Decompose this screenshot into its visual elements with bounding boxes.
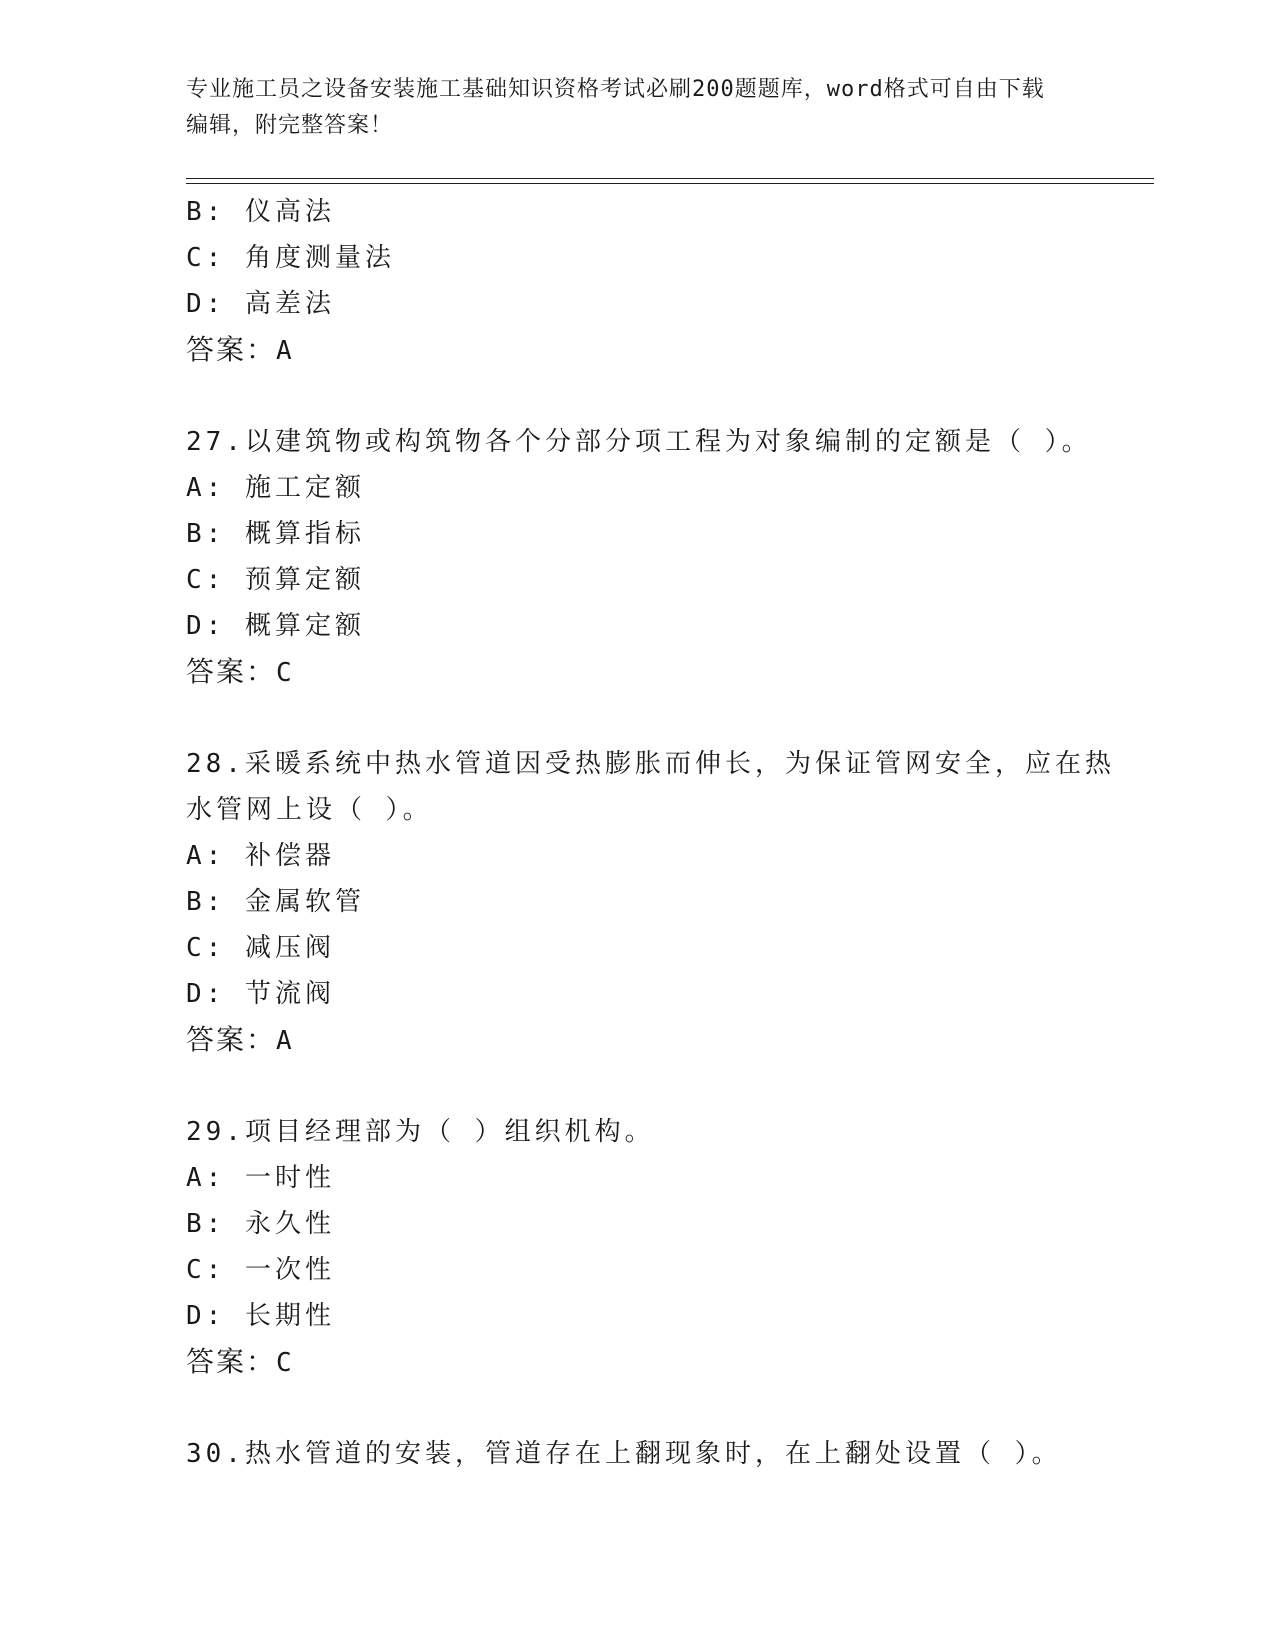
answer-line	[186, 1339, 1086, 1385]
option-label: A:	[186, 473, 226, 503]
question-stem: 29.项目经理部为（ ）组织机构。	[186, 1117, 655, 1147]
option-text: 高差法	[244, 289, 335, 319]
option-label: B:	[186, 1209, 226, 1239]
header-rule-top	[186, 178, 1154, 179]
option-label: C:	[186, 1255, 226, 1285]
answer-value: C	[276, 1348, 294, 1378]
option-text: 永久性	[244, 1209, 335, 1239]
option-item	[186, 1247, 1086, 1293]
header-rule-bottom	[186, 183, 1154, 184]
option-text: 金属软管	[244, 887, 365, 917]
option-item	[186, 1155, 1086, 1201]
answer-label: 答案：	[186, 333, 277, 366]
question-gap	[186, 695, 1086, 741]
option-text: 补偿器	[244, 841, 335, 871]
option-text: 概算定额	[244, 611, 365, 641]
option-text: 一时性	[244, 1163, 335, 1193]
answer-value: A	[276, 336, 294, 366]
option-text: 预算定额	[244, 565, 365, 595]
question-content	[186, 189, 1115, 1477]
document-header: 专业施工员之设备安装施工基础知识资格考试必刷200题题库，word格式可自由下载编辑，附完整答案！	[186, 77, 1045, 138]
answer-line	[186, 327, 1086, 373]
option-label: C:	[186, 565, 226, 595]
option-label: D:	[186, 1301, 226, 1331]
option-item	[186, 465, 1086, 511]
answer-label: 答案：	[186, 1023, 277, 1056]
option-label: D:	[186, 611, 226, 641]
question-gap	[186, 373, 1086, 419]
option-item	[186, 235, 1086, 281]
option-label: A:	[186, 1163, 226, 1193]
question-gap	[186, 1385, 1086, 1431]
option-item	[186, 971, 1086, 1017]
question-stem: 28.采暖系统中热水管道因受热膨胀而伸长，为保证管网安全，应在热	[186, 749, 1115, 779]
option-text: 减压阀	[244, 933, 335, 963]
question-stem: 27.以建筑物或构筑物各个分部分项工程为对象编制的定额是（ ）。	[186, 427, 1092, 457]
question-gap	[186, 1063, 1086, 1109]
option-item	[186, 281, 1086, 327]
option-text: 施工定额	[244, 473, 365, 503]
option-label: D:	[186, 979, 226, 1009]
option-label: B:	[186, 197, 226, 227]
option-item	[186, 511, 1086, 557]
answer-value: C	[276, 658, 294, 688]
answer-line	[186, 1017, 1086, 1063]
option-text: 仪高法	[244, 197, 335, 227]
option-label: B:	[186, 519, 226, 549]
option-item	[186, 603, 1086, 649]
option-label: C:	[186, 243, 226, 273]
option-label: B:	[186, 887, 226, 917]
option-text: 节流阀	[244, 979, 335, 1009]
option-label: C:	[186, 933, 226, 963]
option-label: D:	[186, 289, 226, 319]
option-text: 长期性	[244, 1301, 335, 1331]
question-stem-continued: 水管网上设（ ）。	[186, 795, 433, 825]
option-item	[186, 1293, 1086, 1339]
option-item	[186, 1201, 1086, 1247]
question-stem: 30.热水管道的安装，管道存在上翻现象时，在上翻处设置（ ）。	[186, 1439, 1062, 1469]
answer-label: 答案：	[186, 655, 277, 688]
option-text: 概算指标	[244, 519, 365, 549]
option-item	[186, 189, 1086, 235]
option-text: 一次性	[244, 1255, 335, 1285]
answer-value: A	[276, 1026, 294, 1056]
option-item	[186, 925, 1086, 971]
option-item	[186, 879, 1086, 925]
answer-line	[186, 649, 1086, 695]
option-item	[186, 833, 1086, 879]
option-item	[186, 557, 1086, 603]
option-label: A:	[186, 841, 226, 871]
answer-label: 答案：	[186, 1345, 277, 1378]
option-text: 角度测量法	[244, 243, 395, 273]
